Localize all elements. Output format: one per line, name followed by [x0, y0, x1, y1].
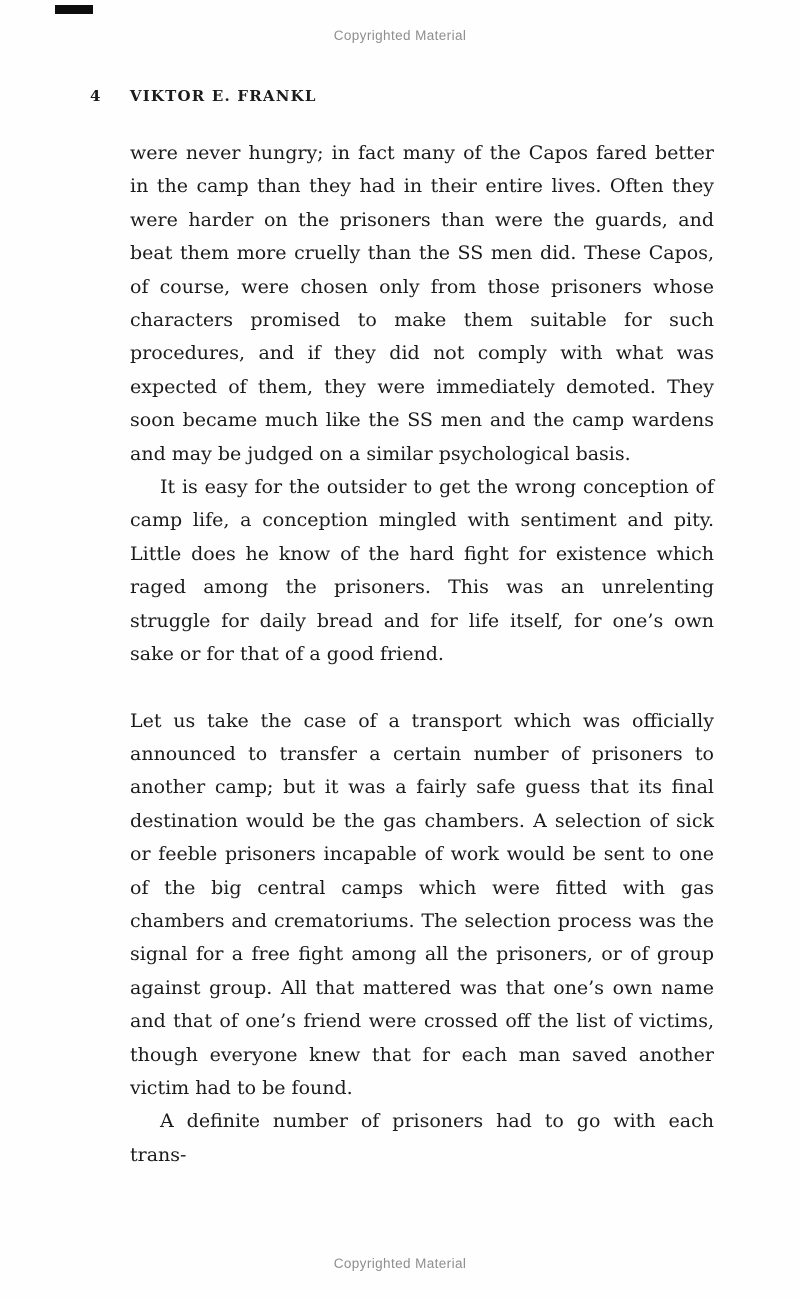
copyright-notice-top: Copyrighted Material [333, 28, 467, 43]
scan-artifact-mark [55, 5, 93, 14]
paragraph-2: It is easy for the outsider to get the wrong conception of camp life, a conception mingled with sentiment and pity. Little does he know of the hard fight for existence which raged among the prisoners. This was an unrelenting struggle for daily bread and for life itself, for one’s own sake or for that of a good friend. [130, 476, 714, 666]
paragraph-3: Let us take the case of a transport which was officially announced to transfer a certain number of prisoners to another camp; but it was a fairly safe guess that its final destination would be the gas chambers. A selection of sick or feeble prisoners incapable of work would be sent to one of the big central camps which were fitted with gas chambers and crematoriums. The selection process was the signal for a free fight among all the prisoners, or of group against group. All that mattered was that one’s own name and that of one’s friend were crossed off the list of victims, though everyone knew that for each man saved another victim had to be found. [130, 709, 714, 1099]
body-text [130, 137, 714, 1172]
page-header [90, 87, 317, 105]
page-number: 4 [90, 87, 101, 105]
copyright-notice-bottom: Copyrighted Material [333, 1256, 467, 1271]
running-header: VIKTOR E. FRANKL [129, 87, 317, 105]
paragraph-1: were never hungry; in fact many of the Capos fared better in the camp than they had in their entire lives. Often they were harder on the prisoners than were the guards, and beat them more cruelly than the SS men did. These Capos, of course, were chosen only from those prisoners whose characters promised to make them suitable for such procedures, and if they did not comply with what was expected of them, they were immediately demoted. They soon became much like the SS men and the camp wardens and may be judged on a similar psychological basis. [130, 142, 714, 465]
paragraph-4: A definite number of prisoners had to go with each trans- [130, 1110, 714, 1166]
